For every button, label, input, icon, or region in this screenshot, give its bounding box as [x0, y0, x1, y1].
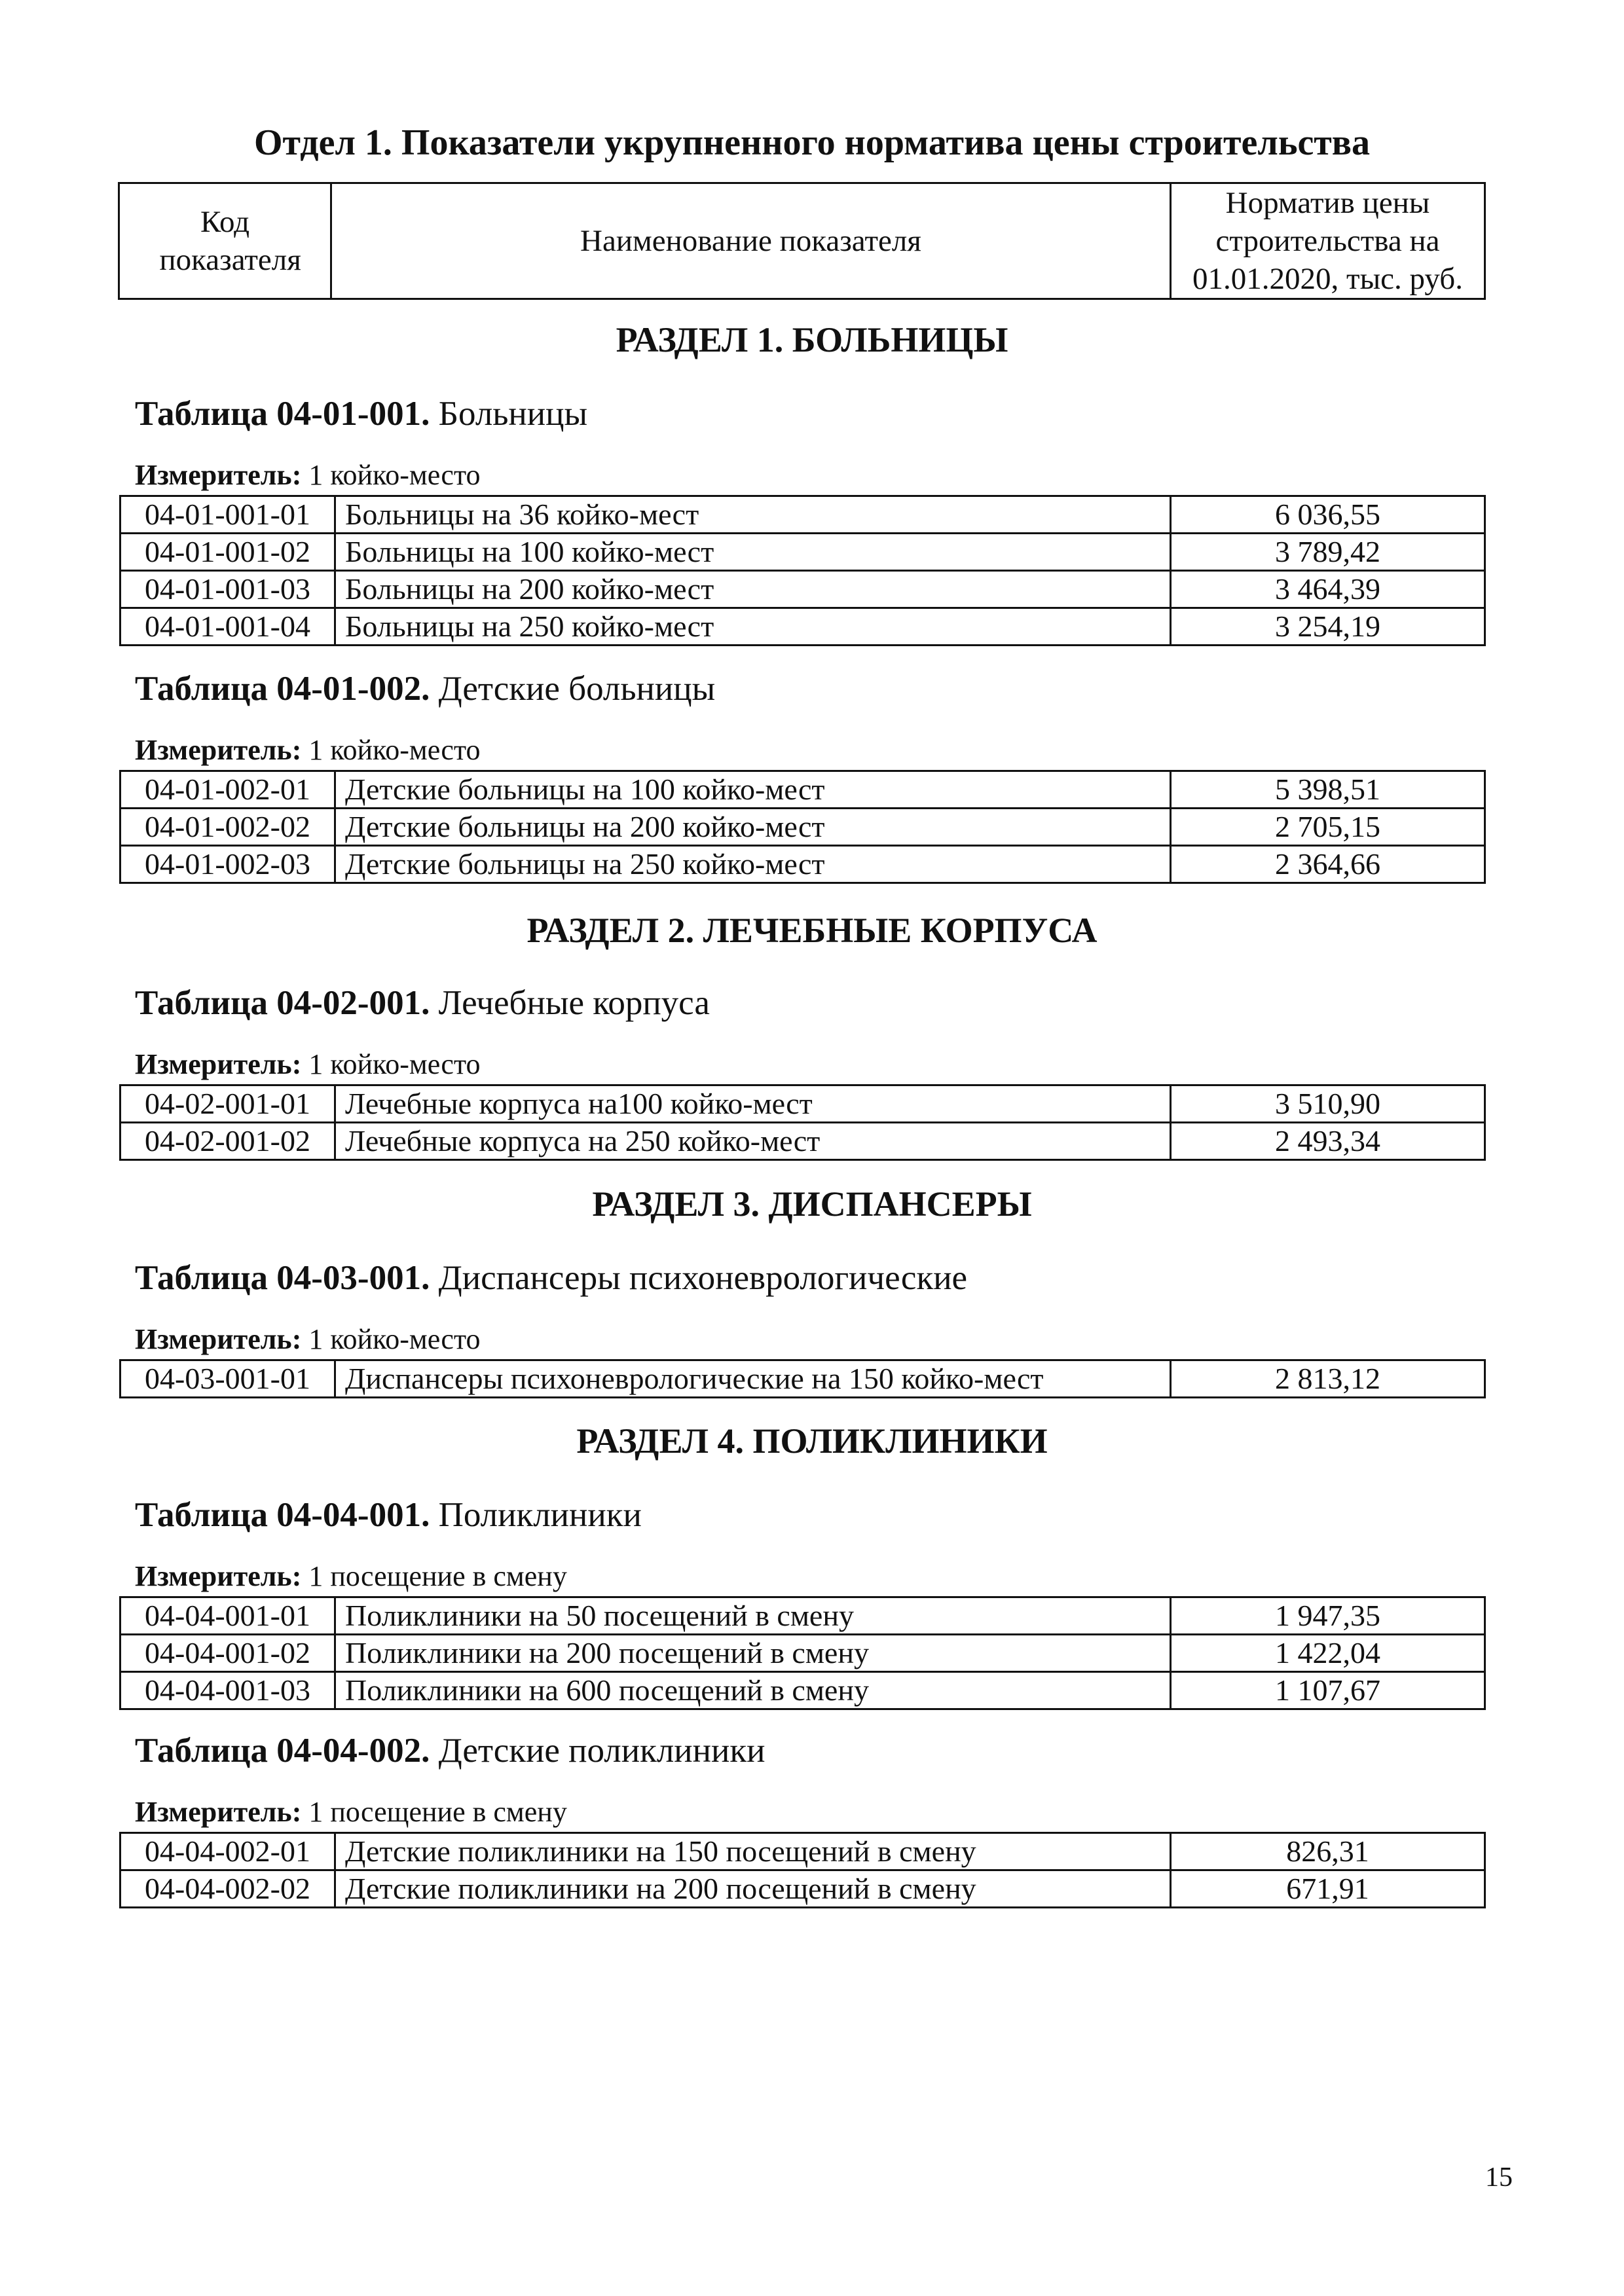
table-code: Таблица 04-04-002.	[135, 1732, 430, 1770]
unit-value: 1 койко-место	[308, 1323, 481, 1355]
table-name: Больницы	[438, 395, 588, 433]
table-row	[120, 1635, 1485, 1672]
row-value: 3 510,90	[1171, 1085, 1485, 1123]
unit-label-prefix: Измеритель:	[135, 1796, 302, 1828]
table-row	[120, 1870, 1485, 1908]
section-title: РАЗДЕЛ 3. ДИСПАНСЕРЫ	[592, 1184, 1032, 1224]
unit-label-prefix: Измеритель:	[135, 1048, 302, 1080]
section-title: РАЗДЕЛ 4. ПОЛИКЛИНИКИ	[576, 1421, 1048, 1461]
unit-label-prefix: Измеритель:	[135, 734, 302, 766]
table-code: Таблица 04-01-002.	[135, 670, 430, 708]
row-code: 04-01-002-03	[120, 846, 335, 883]
unit-label	[135, 1795, 567, 1829]
unit-value: 1 койко-место	[308, 1048, 481, 1080]
data-table	[119, 1596, 1486, 1710]
row-code: 04-02-001-02	[120, 1123, 335, 1160]
row-code: 04-02-001-01	[120, 1085, 335, 1123]
header-code-column	[119, 183, 331, 299]
header-value-column	[1171, 183, 1485, 299]
section-title: РАЗДЕЛ 2. ЛЕЧЕБНЫЕ КОРПУСА	[526, 911, 1098, 950]
row-name: Поликлиники на 600 посещений в смену	[335, 1672, 1171, 1709]
row-name: Детские поликлиники на 150 посещений в смену	[335, 1833, 1171, 1870]
row-value: 3 789,42	[1171, 534, 1485, 571]
table-title	[135, 983, 710, 1023]
unit-label	[135, 733, 481, 767]
table-title	[135, 1258, 967, 1298]
row-value: 671,91	[1171, 1870, 1485, 1908]
row-code: 04-04-001-02	[120, 1635, 335, 1672]
row-value: 2 364,66	[1171, 846, 1485, 883]
unit-value: 1 койко-место	[308, 734, 481, 766]
table-row	[120, 1085, 1485, 1123]
unit-label	[135, 458, 481, 492]
row-name: Диспансеры психоневрологические на 150 койко-мест	[335, 1360, 1171, 1398]
table-name: Лечебные корпуса	[438, 984, 710, 1022]
table-code: Таблица 04-02-001.	[135, 984, 430, 1022]
header-value-label: Норматив цены строительства на 01.01.2020, тыс. руб.	[1192, 186, 1463, 296]
data-table	[119, 495, 1486, 646]
table-name: Поликлиники	[438, 1496, 642, 1534]
row-code: 04-04-002-01	[120, 1833, 335, 1870]
unit-value: 1 койко-место	[308, 459, 481, 491]
section-title: РАЗДЕЛ 1. БОЛЬНИЦЫ	[616, 320, 1008, 359]
row-value: 1 422,04	[1171, 1635, 1485, 1672]
table-row	[120, 1833, 1485, 1870]
table-row	[120, 571, 1485, 608]
row-code: 04-01-002-01	[120, 771, 335, 809]
row-code: 04-04-001-01	[120, 1597, 335, 1635]
table-row	[120, 1597, 1485, 1635]
row-value: 2 813,12	[1171, 1360, 1485, 1398]
table-row	[120, 1672, 1485, 1709]
unit-label	[135, 1322, 481, 1356]
row-code: 04-01-001-01	[120, 496, 335, 534]
row-value: 3 254,19	[1171, 608, 1485, 646]
row-code: 04-01-001-02	[120, 534, 335, 571]
row-value: 2 493,34	[1171, 1123, 1485, 1160]
row-name: Поликлиники на 200 посещений в смену	[335, 1635, 1171, 1672]
unit-label-prefix: Измеритель:	[135, 1323, 302, 1355]
table-title	[135, 1495, 642, 1535]
unit-value: 1 посещение в смену	[308, 1560, 567, 1592]
row-name: Детские поликлиники на 200 посещений в смену	[335, 1870, 1171, 1908]
unit-label-prefix: Измеритель:	[135, 459, 302, 491]
row-name: Детские больницы на 100 койко-мест	[335, 771, 1171, 809]
row-code: 04-01-002-02	[120, 809, 335, 846]
table-row	[120, 1360, 1485, 1398]
table-title	[135, 1731, 766, 1770]
row-code: 04-01-001-04	[120, 608, 335, 646]
table-name: Диспансеры психоневрологические	[438, 1259, 968, 1297]
row-value: 5 398,51	[1171, 771, 1485, 809]
row-code: 04-01-001-03	[120, 571, 335, 608]
table-code: Таблица 04-04-001.	[135, 1496, 430, 1534]
data-table	[119, 1359, 1486, 1398]
row-name: Лечебные корпуса на 250 койко-мест	[335, 1123, 1171, 1160]
unit-label	[135, 1048, 481, 1081]
header-code-label: Код показателя	[159, 205, 301, 277]
row-name: Детские больницы на 250 койко-мест	[335, 846, 1171, 883]
row-name: Детские больницы на 200 койко-мест	[335, 809, 1171, 846]
row-name: Больницы на 100 койко-мест	[335, 534, 1171, 571]
table-title	[135, 669, 715, 708]
column-header-table	[118, 182, 1486, 300]
table-row	[120, 534, 1485, 571]
header-name-column: Наименование показателя	[331, 183, 1171, 299]
unit-label-prefix: Измеритель:	[135, 1560, 302, 1592]
row-value: 1 947,35	[1171, 1597, 1485, 1635]
row-code: 04-04-001-03	[120, 1672, 335, 1709]
row-value: 6 036,55	[1171, 496, 1485, 534]
row-value: 826,31	[1171, 1833, 1485, 1870]
row-value: 3 464,39	[1171, 571, 1485, 608]
row-name: Больницы на 250 койко-мест	[335, 608, 1171, 646]
data-table	[119, 1084, 1486, 1161]
row-code: 04-03-001-01	[120, 1360, 335, 1398]
row-name: Больницы на 200 койко-мест	[335, 571, 1171, 608]
unit-value: 1 посещение в смену	[308, 1796, 567, 1828]
document-title: Отдел 1. Показатели укрупненного норматива цены строительства	[253, 122, 1371, 163]
table-row	[120, 809, 1485, 846]
row-code: 04-04-002-02	[120, 1870, 335, 1908]
data-table	[119, 770, 1486, 884]
row-name: Больницы на 36 койко-мест	[335, 496, 1171, 534]
table-row	[120, 1123, 1485, 1160]
data-table	[119, 1832, 1486, 1908]
row-name: Поликлиники на 50 посещений в смену	[335, 1597, 1171, 1635]
table-name: Детские поликлиники	[438, 1732, 766, 1770]
table-row	[120, 608, 1485, 646]
page-number: 15	[1485, 2162, 1513, 2193]
unit-label	[135, 1559, 567, 1593]
row-value: 1 107,67	[1171, 1672, 1485, 1709]
table-row	[120, 846, 1485, 883]
row-value: 2 705,15	[1171, 809, 1485, 846]
row-name: Лечебные корпуса на100 койко-мест	[335, 1085, 1171, 1123]
table-title	[135, 394, 587, 433]
table-row	[120, 496, 1485, 534]
table-row	[120, 771, 1485, 809]
table-name: Детские больницы	[438, 670, 716, 708]
table-code: Таблица 04-01-001.	[135, 395, 430, 433]
table-code: Таблица 04-03-001.	[135, 1259, 430, 1297]
